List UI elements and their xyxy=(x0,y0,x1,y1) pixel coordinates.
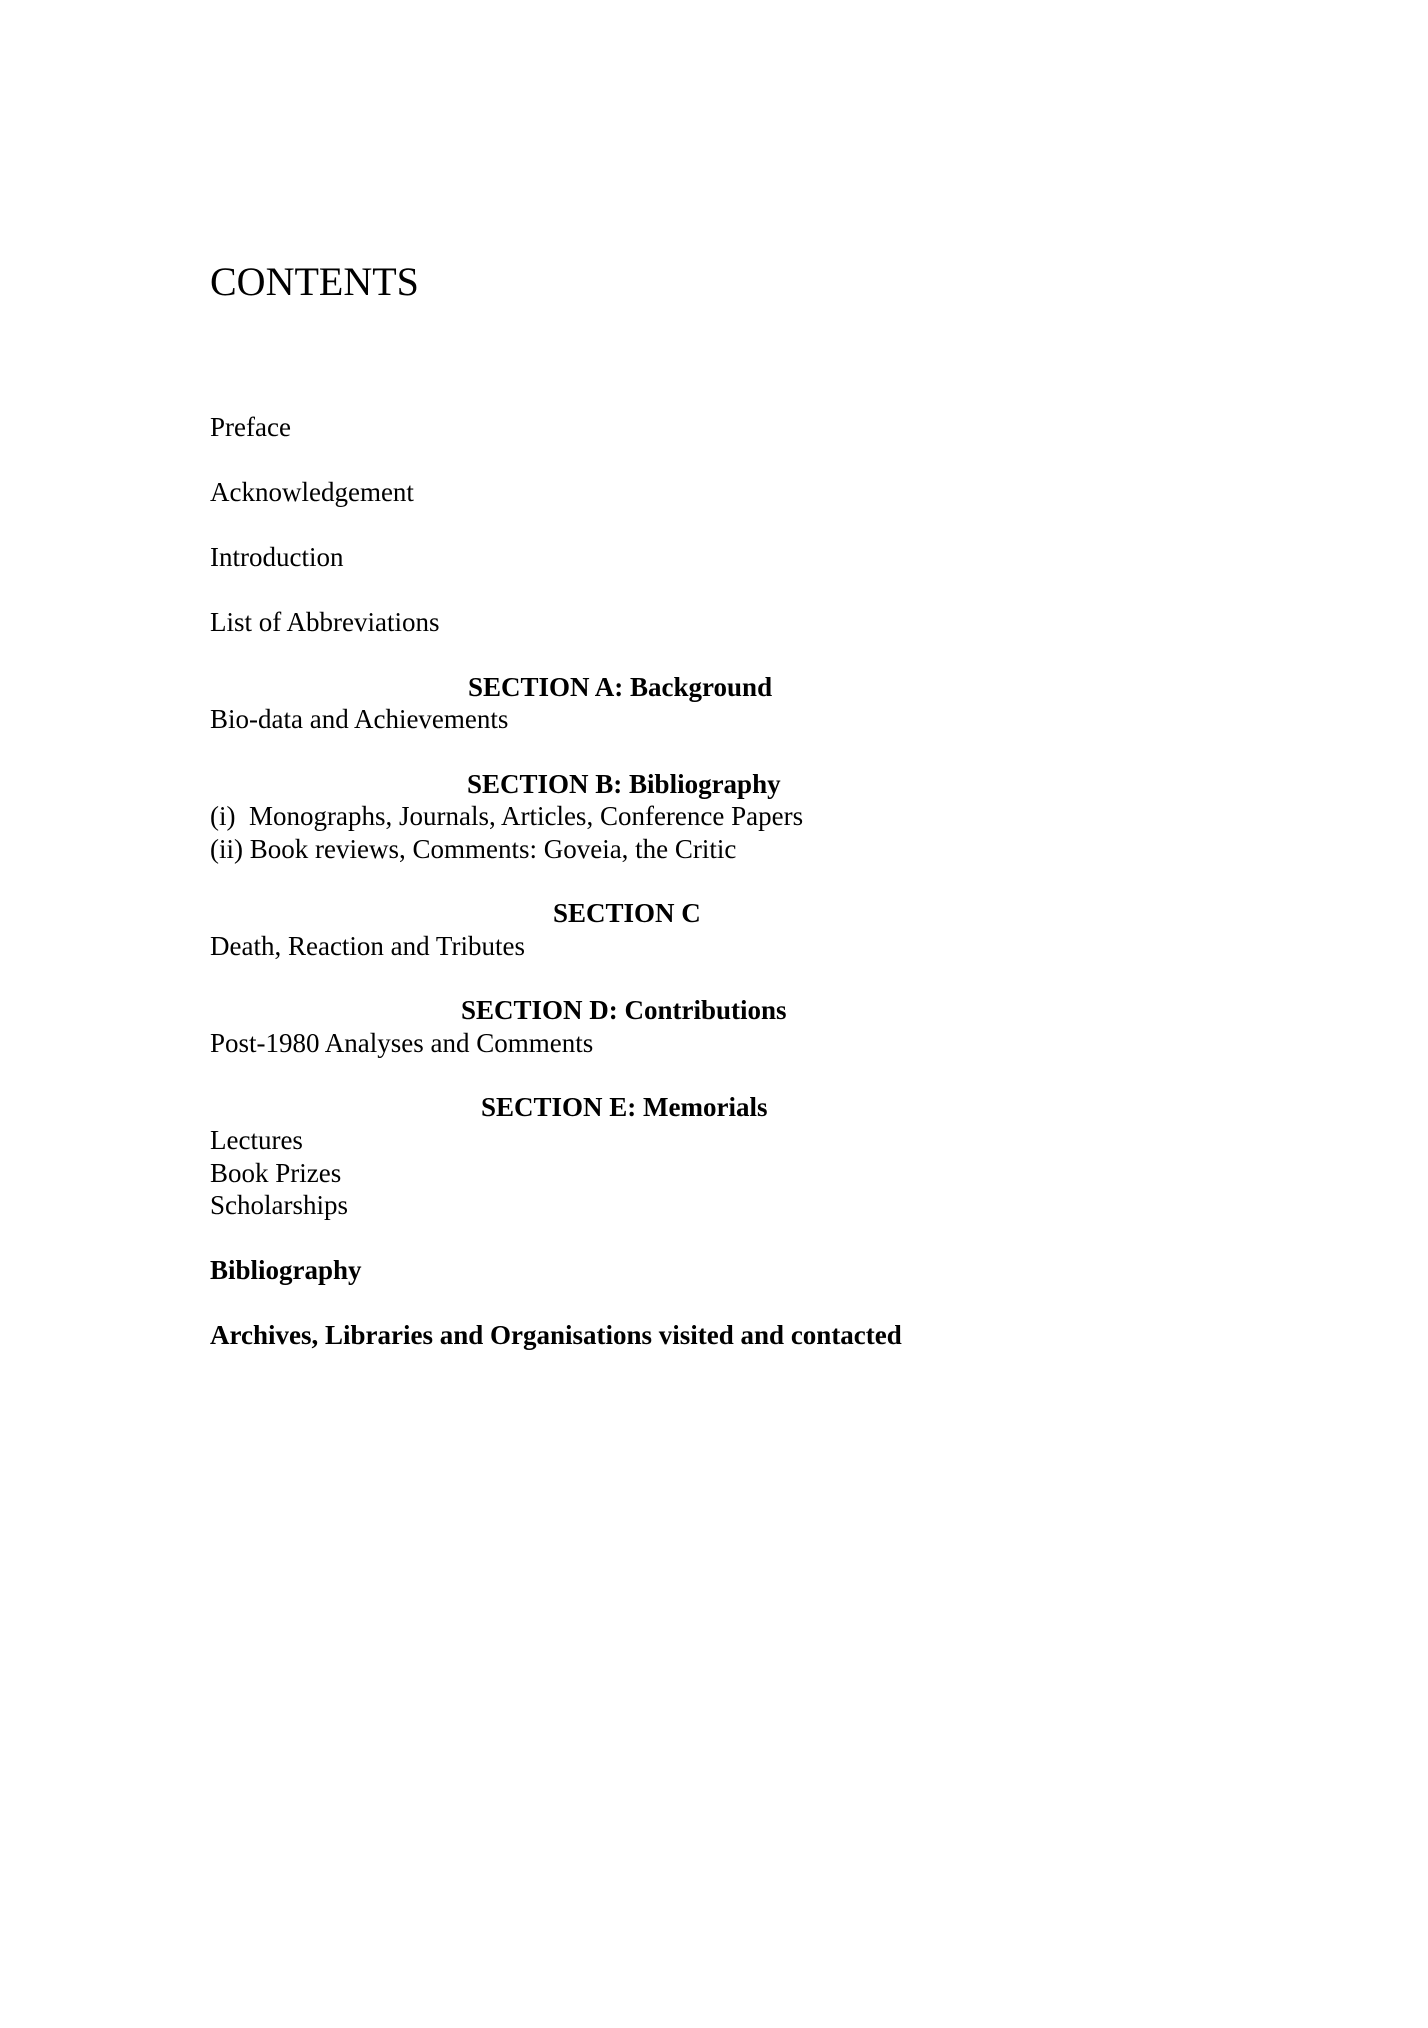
toc-entry-biodata: Bio-data and Achievements xyxy=(210,704,509,734)
toc-entry-acknowledgement: Acknowledgement xyxy=(210,477,414,507)
toc-entry-post-1980: Post-1980 Analyses and Comments xyxy=(210,1028,594,1058)
section-c-heading: SECTION C xyxy=(553,898,701,928)
section-b-heading: SECTION B: Bibliography xyxy=(467,769,781,799)
toc-entry-abbreviations: List of Abbreviations xyxy=(210,607,440,637)
page-title: CONTENTS xyxy=(210,259,419,304)
toc-entry-archives: Archives, Libraries and Organisations visited and contacted xyxy=(210,1320,902,1350)
toc-entry-lectures: Lectures xyxy=(210,1125,303,1155)
toc-entry-introduction: Introduction xyxy=(210,542,344,572)
toc-entry-book-prizes: Book Prizes xyxy=(210,1158,342,1188)
toc-entry-monographs: (i) Monographs, Journals, Articles, Conference Papers xyxy=(210,801,804,831)
toc-entry-preface: Preface xyxy=(210,412,291,442)
toc-entry-scholarships: Scholarships xyxy=(210,1190,348,1220)
section-e-heading: SECTION E: Memorials xyxy=(481,1092,768,1122)
toc-entry-book-reviews: (ii) Book reviews, Comments: Goveia, the Critic xyxy=(210,834,737,864)
toc-entry-death-tributes: Death, Reaction and Tributes xyxy=(210,931,525,961)
toc-entry-bibliography: Bibliography xyxy=(210,1255,362,1285)
section-d-heading: SECTION D: Contributions xyxy=(461,995,787,1025)
section-a-heading: SECTION A: Background xyxy=(468,672,773,702)
